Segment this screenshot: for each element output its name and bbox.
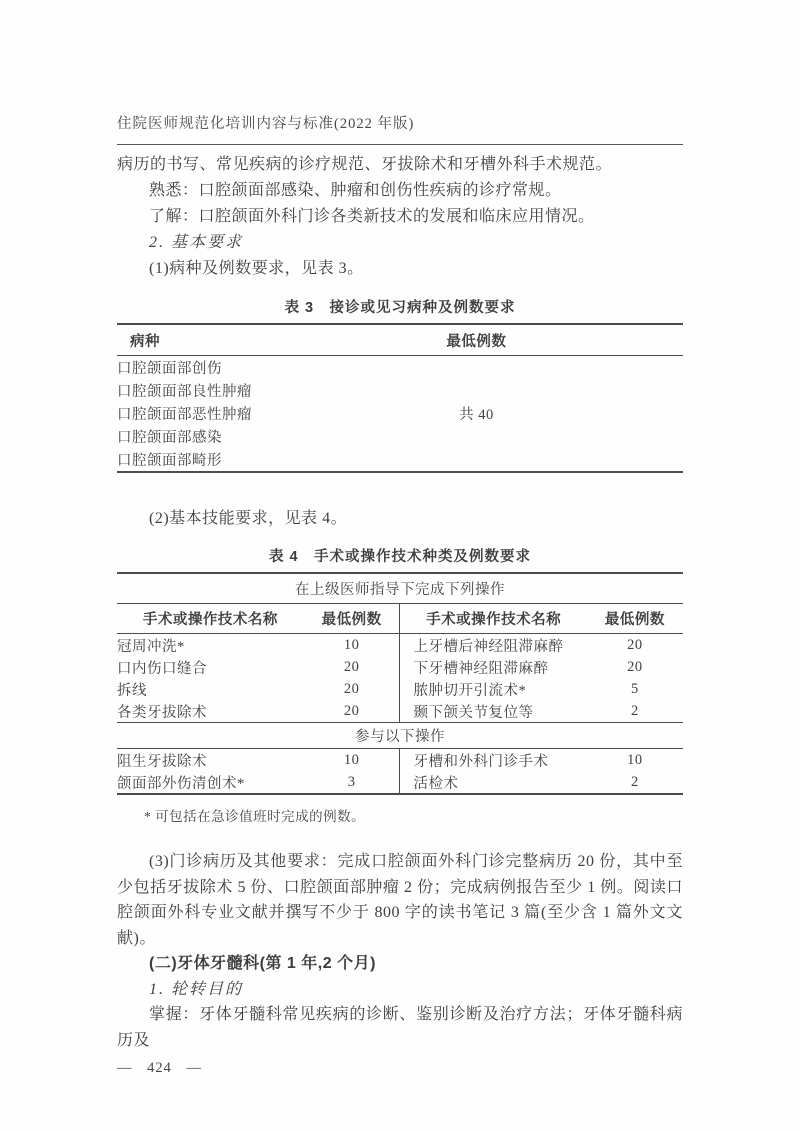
table-cell-procedure: 阻生牙拔除术	[117, 753, 207, 770]
table3-header-min-cases: 最低例数	[383, 324, 570, 356]
table-cell-procedure: 口内伤口缝合	[117, 660, 207, 677]
paragraph-item3: (3)门诊病历及其他要求：完成口腔颌面外科门诊完整病历 20 份，其中至少包括牙拔除术 5 份、口腔颌面部肿瘤 2 份；完成病例报告至少 1 例。阅读口腔颌面外科专业文献并撰写不少于 800 字的读书笔记 3 篇(至少含 1 篇外文文献)。	[117, 853, 683, 947]
table4-footnote: * 可包括在急诊值班时完成的例数。	[144, 809, 366, 824]
paragraph-item2: (2)基本技能要求，见表 4。	[149, 510, 348, 527]
table4-procedures-cases	[117, 572, 683, 795]
table-cell-cases: 10	[304, 749, 400, 772]
table-cell-procedure: 活检术	[413, 775, 459, 792]
paragraph-master: 掌握：牙体牙髓科常见疾病的诊断、鉴别诊断及治疗方法；牙体牙髓科病历及	[117, 1006, 683, 1049]
table-row	[117, 356, 683, 380]
table-cell-procedure: 上牙槽后神经阻滞麻醉	[413, 638, 564, 655]
table-row	[117, 771, 683, 794]
table4-section2-header: 参与以下操作	[117, 723, 683, 749]
table-row	[117, 379, 683, 402]
table-cell-procedure: 冠周冲洗*	[117, 638, 185, 655]
table-row	[117, 656, 683, 678]
table-row	[117, 700, 683, 723]
subsection-basic-requirements: 2. 基本要求	[149, 234, 244, 251]
table4-section2-band	[117, 723, 683, 749]
table-cell-procedure: 各类牙拔除术	[117, 704, 207, 721]
table-cell-cases: 20	[627, 658, 643, 675]
running-header: 住院医师规范化培训内容与标准(2022 年版)	[117, 112, 683, 145]
table-cell-procedure: 颌面部外伤清创术*	[117, 775, 245, 792]
table4-section1-header: 在上级医师指导下完成下列操作	[117, 573, 683, 604]
paragraph-item1: (1)病种及例数要求，见表 3。	[149, 260, 364, 277]
body-text-lower	[117, 849, 683, 1053]
table-cell-cases: 20	[304, 678, 400, 700]
table-cell-cases: 3	[304, 771, 400, 794]
section-heading-endodontics: (二)牙体牙髓科(第 1 年,2 个月)	[149, 955, 376, 972]
table-cell-disease: 口腔颌面部创伤	[117, 361, 222, 377]
table-cell-cases: 20	[304, 656, 400, 678]
table3-caption: 表 3 接诊或见习病种及例数要求	[284, 300, 516, 316]
table3-header-row	[117, 324, 683, 356]
paragraph-continuation: 病历的书写、常见疾病的诊疗规范、牙拔除术和牙槽外科手术规范。	[117, 156, 613, 173]
table-cell-cases	[383, 448, 570, 472]
table-cell-cases: 20	[627, 636, 643, 653]
table-cell-cases: 2	[631, 773, 639, 790]
table4-header-name-left: 手术或操作技术名称	[117, 604, 304, 634]
table3-disease-cases	[117, 323, 683, 473]
table-cell-cases: 10	[304, 634, 400, 657]
table4-header-min-right: 最低例数	[587, 604, 683, 634]
table4-header-min-left: 最低例数	[304, 604, 400, 634]
subsection-rotation-purpose: 1. 轮转目的	[149, 980, 244, 998]
table-cell-procedure: 拆线	[117, 682, 147, 699]
page-number: — 424 —	[117, 1060, 202, 1076]
table-row	[117, 678, 683, 700]
table-cell-cases: 2	[631, 702, 639, 719]
table-row	[117, 448, 683, 472]
table-cell-disease: 口腔颌面部畸形	[117, 453, 222, 469]
table-row	[117, 634, 683, 657]
table-cell-total-cases: 共 40	[459, 407, 494, 423]
body-text-upper	[117, 152, 683, 282]
table3-header-filler	[570, 324, 683, 356]
table-cell-cases: 20	[304, 700, 400, 723]
table-row	[117, 425, 683, 448]
paragraph-understand: 了解：口腔颌面外科门诊各类新技术的发展和临床应用情况。	[149, 208, 595, 225]
table-cell-cases: 5	[631, 680, 639, 697]
table4-header-row	[117, 604, 683, 634]
table-row	[117, 749, 683, 772]
body-text-middle	[117, 506, 683, 532]
table-cell-cases	[383, 425, 570, 448]
table4-section1-band	[117, 573, 683, 604]
table4-header-name-right: 手术或操作技术名称	[400, 604, 587, 634]
table-row	[117, 402, 683, 425]
table-cell-disease: 口腔颌面部恶性肿瘤	[117, 407, 252, 423]
paragraph-familiar: 熟悉：口腔颌面部感染、肿瘤和创伤性疾病的诊疗常规。	[149, 182, 562, 199]
table-cell-disease: 口腔颌面部良性肿瘤	[117, 384, 252, 400]
table-cell-cases: 10	[627, 751, 643, 768]
table3-header-disease: 病种	[117, 324, 383, 356]
table-cell-procedure: 颞下颌关节复位等	[413, 704, 534, 721]
table-cell-procedure: 脓肿切开引流术*	[413, 682, 527, 699]
table-cell-disease: 口腔颌面部感染	[117, 430, 222, 446]
table-cell-procedure: 下牙槽神经阻滞麻醉	[413, 660, 549, 677]
table4-caption: 表 4 手术或操作技术种类及例数要求	[268, 549, 532, 565]
table-cell-cases	[383, 379, 570, 402]
table-cell-procedure: 牙槽和外科门诊手术	[413, 753, 549, 770]
table-cell-cases	[383, 356, 570, 380]
